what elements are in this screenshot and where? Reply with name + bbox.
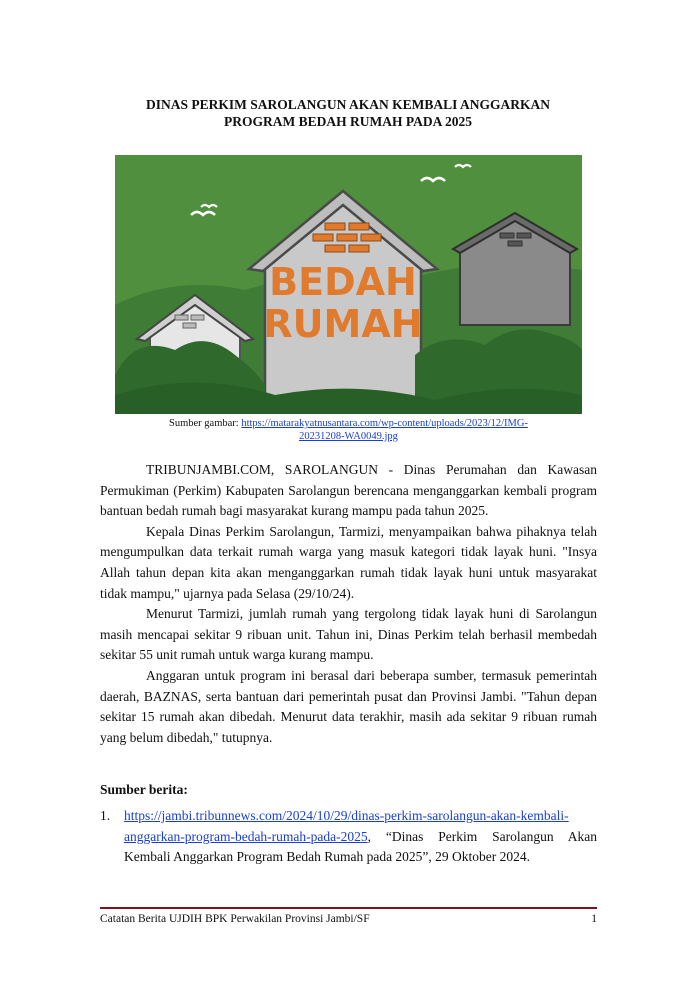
- bedah-rumah-illustration: [115, 155, 582, 414]
- source-link[interactable]: https://jambi.tribunnews.com/2024/10/29/dinas-perkim-sarolangun-akan-kembali-anggarkan-program-bedah-rumah-pada-2025: [124, 808, 569, 844]
- source-description: , “Dinas Perkim Sarolangun Akan Kembali Anggarkan Program Bedah Rumah pada 2025”, 29 Oktober 2024.: [124, 828, 597, 865]
- caption-prefix: Sumber gambar:: [169, 418, 242, 429]
- sources-heading: Sumber berita:: [100, 782, 188, 797]
- document-title: [100, 96, 596, 130]
- image-text-bedah: BEDAH: [269, 260, 417, 304]
- caption-url-part-2: 20231208-WA0049.jpg: [299, 431, 398, 442]
- footer-text: Catatan Berita UJDIH BPK Perwakilan Provinsi Jambi/SF: [100, 913, 370, 925]
- page-number: 1: [591, 913, 597, 925]
- caption-link[interactable]: [241, 418, 528, 442]
- footer-divider: [100, 907, 597, 909]
- article-body: [100, 460, 597, 748]
- caption-url-part-1: https://matarakyatnusantara.com/wp-content/uploads/2023/12/IMG-: [241, 418, 528, 429]
- paragraph: Menurut Tarmizi, jumlah rumah yang tergolong tidak layak huni di Sarolangun masih mencapai sekitar 9 ribuan unit. Tahun ini, Dinas Perkim telah berhasil membedah sekitar 55 unit rumah untuk warga kurang mampu.: [100, 606, 597, 663]
- source-text: [124, 806, 597, 868]
- title-line-1: DINAS PERKIM SAROLANGUN AKAN KEMBALI ANGGARKAN: [146, 97, 550, 112]
- paragraph: Kepala Dinas Perkim Sarolangun, Tarmizi, menyampaikan bahwa pihaknya telah mengumpulkan data terkait rumah warga yang masuk kategori tidak layak huni. "Insya Allah tahun depan kita akan menganggarkan rumah tidak layak huni untuk masyarakat tidak mampu," ujarnya pada Selasa (29/10/24).: [100, 523, 597, 601]
- image-text-rumah: RUMAH: [263, 302, 423, 346]
- source-list-item: [100, 806, 597, 868]
- title-line-2: PROGRAM BEDAH RUMAH PADA 2025: [224, 114, 472, 129]
- image-caption: [115, 417, 582, 443]
- paragraph: Anggaran untuk program ini berasal dari beberapa sumber, termasuk pemerintah daerah, BAZNAS, serta bantuan dari pemerintah pusat dan Provinsi Jambi. "Tahun depan sekitar 15 rumah akan dibedah. Menurut data terakhir, masih ada sekitar 9 ribuan rumah yang belum dibedah," tutupnya.: [100, 667, 597, 745]
- source-number: 1.: [100, 808, 111, 823]
- paragraph: TRIBUNJAMBI.COM, SAROLANGUN - Dinas Perumahan dan Kawasan Permukiman (Perkim) Kabupaten Sarolangun berencana menganggarkan kembali program bantuan bedah rumah bagi masyarakat kurang mampu pada tahun 2025.: [100, 462, 597, 519]
